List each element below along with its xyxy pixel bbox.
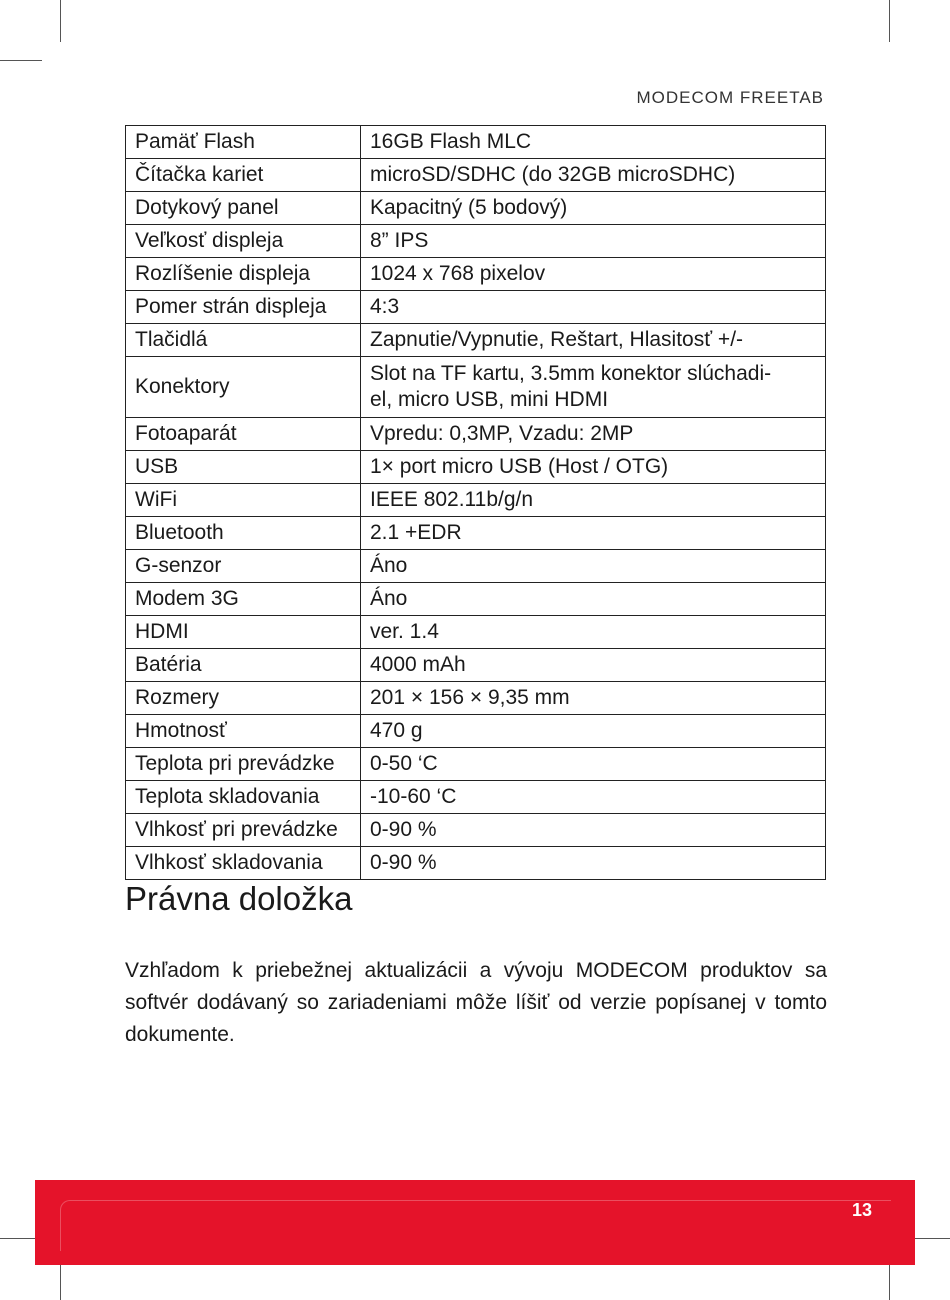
- spec-value: microSD/SDHC (do 32GB microSDHC): [361, 159, 826, 192]
- spec-value: 1× port micro USB (Host / OTG): [361, 451, 826, 484]
- spec-table-body: [126, 126, 826, 880]
- spec-value: IEEE 802.11b/g/n: [361, 484, 826, 517]
- legal-paragraph: Vzhľadom k priebežnej aktualizácii a vývoju MODECOM produktov sa softvér dodávaný so zariadeniami môže líšiť od verzie popísanej v tomto dokumente.: [125, 959, 827, 1046]
- spec-value: 4:3: [361, 291, 826, 324]
- spec-value: 201 × 156 × 9,35 mm: [361, 682, 826, 715]
- table-row: [126, 847, 826, 880]
- spec-table: [125, 125, 826, 880]
- table-row: [126, 583, 826, 616]
- table-row: [126, 616, 826, 649]
- crop-mark: [60, 0, 61, 42]
- table-row: [126, 550, 826, 583]
- spec-key: Pomer strán displeja: [126, 291, 361, 324]
- footer-frame: [60, 1200, 891, 1251]
- table-row: [126, 159, 826, 192]
- spec-key: Veľkosť displeja: [126, 225, 361, 258]
- spec-value: -10-60 ‘C: [361, 781, 826, 814]
- table-row: [126, 715, 826, 748]
- spec-key: Rozlíšenie displeja: [126, 258, 361, 291]
- table-row: [126, 324, 826, 357]
- table-row: [126, 748, 826, 781]
- spec-value: Kapacitný (5 bodový): [361, 192, 826, 225]
- section-title: Právna doložka: [125, 880, 353, 917]
- table-row: [126, 682, 826, 715]
- spec-key: Teplota pri prevádzke: [126, 748, 361, 781]
- spec-value: 2.1 +EDR: [361, 517, 826, 550]
- table-row: [126, 451, 826, 484]
- spec-key: USB: [126, 451, 361, 484]
- spec-value: Vpredu: 0,3MP, Vzadu: 2MP: [361, 418, 826, 451]
- spec-key: Rozmery: [126, 682, 361, 715]
- spec-key: Vlhkosť skladovania: [126, 847, 361, 880]
- crop-mark: [0, 60, 42, 61]
- spec-key: Hmotnosť: [126, 715, 361, 748]
- spec-key: Fotoaparát: [126, 418, 361, 451]
- table-row: [126, 291, 826, 324]
- spec-key: Konektory: [126, 357, 361, 418]
- spec-value: Áno: [361, 583, 826, 616]
- spec-value: 1024 x 768 pixelov: [361, 258, 826, 291]
- spec-value: Áno: [361, 550, 826, 583]
- spec-key: Batéria: [126, 649, 361, 682]
- table-row: [126, 357, 826, 418]
- table-row: [126, 192, 826, 225]
- spec-key: Modem 3G: [126, 583, 361, 616]
- spec-value: 0-50 ‘C: [361, 748, 826, 781]
- spec-value: 8” IPS: [361, 225, 826, 258]
- crop-mark: [889, 0, 890, 42]
- spec-value: Zapnutie/Vypnutie, Reštart, Hlasitosť +/-: [361, 324, 826, 357]
- table-row: [126, 418, 826, 451]
- spec-value: 16GB Flash MLC: [361, 126, 826, 159]
- spec-key: Vlhkosť pri prevádzke: [126, 814, 361, 847]
- spec-value: 0-90 %: [361, 847, 826, 880]
- spec-key: Teplota skladovania: [126, 781, 361, 814]
- page-number: 13: [851, 1200, 872, 1220]
- table-row: [126, 814, 826, 847]
- spec-key: Tlačidlá: [126, 324, 361, 357]
- spec-key: G-senzor: [126, 550, 361, 583]
- spec-key: WiFi: [126, 484, 361, 517]
- spec-value: 4000 mAh: [361, 649, 826, 682]
- table-row: [126, 258, 826, 291]
- table-row: [126, 484, 826, 517]
- spec-key: Dotykový panel: [126, 192, 361, 225]
- spec-key: HDMI: [126, 616, 361, 649]
- spec-key: Čítačka kariet: [126, 159, 361, 192]
- table-row: [126, 781, 826, 814]
- spec-value: 0-90 %: [361, 814, 826, 847]
- table-row: [126, 517, 826, 550]
- table-row: [126, 225, 826, 258]
- spec-value: 470 g: [361, 715, 826, 748]
- page-header: MODECOM FREETAB: [636, 88, 824, 107]
- spec-key: Bluetooth: [126, 517, 361, 550]
- spec-key: Pamäť Flash: [126, 126, 361, 159]
- table-row: [126, 126, 826, 159]
- spec-value: ver. 1.4: [361, 616, 826, 649]
- table-row: [126, 649, 826, 682]
- spec-value: Slot na TF kartu, 3.5mm konektor slúchadi- el, micro USB, mini HDMI: [361, 357, 826, 418]
